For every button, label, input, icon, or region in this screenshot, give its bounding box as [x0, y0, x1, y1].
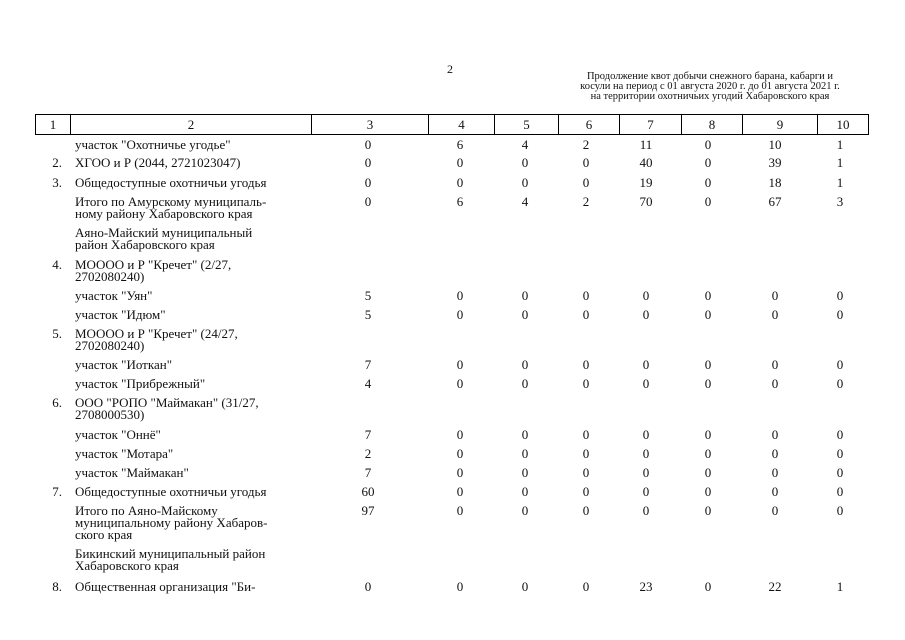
cell: 0 — [456, 175, 464, 190]
cell: 0 — [582, 307, 590, 322]
cell: 0 — [521, 288, 529, 303]
cell: 1 — [836, 175, 844, 190]
cell: 0 — [456, 484, 464, 499]
cell: 0 — [836, 503, 844, 518]
cell: 5 — [364, 288, 372, 303]
row-label-line: Итого по Аяно-Майскому — [75, 503, 218, 518]
cell: 1 — [836, 579, 844, 594]
row-label-line: 2708000530) — [75, 407, 145, 422]
cell: 0 — [836, 307, 844, 322]
cell: 0 — [771, 288, 779, 303]
row-label-line: Итого по Амурскому муниципаль- — [75, 194, 267, 209]
cell: 0 — [771, 484, 779, 499]
cell: 0 — [836, 376, 844, 391]
cell: 0 — [456, 357, 464, 372]
cell: 19 — [639, 175, 653, 190]
cell: 0 — [704, 307, 712, 322]
cell: 0 — [364, 175, 372, 190]
cell: 0 — [521, 484, 529, 499]
row-label-line: Хабаровского края — [75, 558, 179, 573]
row-label: участок "Уян" — [75, 288, 153, 303]
cell: 7 — [364, 465, 372, 480]
cell: 0 — [582, 446, 590, 461]
cell: 39 — [768, 155, 782, 170]
row-label-line: Аяно-Майский муниципальный — [75, 225, 253, 240]
cell: 0 — [642, 503, 650, 518]
cell: 0 — [456, 155, 464, 170]
row-number: 4. — [52, 257, 62, 272]
row-label-line: ООО "РОПО "Маймакан" (31/27, — [75, 395, 259, 410]
cell: 0 — [364, 194, 372, 209]
cell: 0 — [771, 446, 779, 461]
cell: 1 — [836, 137, 844, 152]
cell: 0 — [704, 446, 712, 461]
cell: 0 — [456, 427, 464, 442]
cell: 3 — [836, 194, 844, 209]
cell: 0 — [642, 357, 650, 372]
cell: 0 — [836, 427, 844, 442]
cell: 0 — [364, 579, 372, 594]
cell: 4 — [521, 137, 529, 152]
cell: 0 — [456, 579, 464, 594]
cell: 0 — [521, 155, 529, 170]
cell: 0 — [704, 376, 712, 391]
row-number: 2. — [52, 155, 62, 170]
cell: 0 — [704, 288, 712, 303]
cell: 40 — [639, 155, 653, 170]
row-label: Общедоступные охотничьи угодья — [75, 175, 267, 190]
row-label-line: ского края — [75, 527, 133, 542]
cell: 0 — [836, 357, 844, 372]
header-cell: 6 — [559, 115, 620, 135]
cell: 2 — [582, 194, 590, 209]
cell: 0 — [704, 579, 712, 594]
cell: 0 — [642, 427, 650, 442]
cell: 4 — [521, 194, 529, 209]
cell: 0 — [642, 376, 650, 391]
table-caption — [540, 72, 880, 102]
cell: 0 — [704, 465, 712, 480]
row-number: 8. — [52, 579, 62, 594]
cell: 7 — [364, 357, 372, 372]
cell: 0 — [771, 465, 779, 480]
cell: 0 — [456, 465, 464, 480]
row-label — [75, 227, 320, 251]
header-cell: 1 — [36, 115, 71, 135]
cell: 0 — [364, 155, 372, 170]
header-cell: 8 — [682, 115, 743, 135]
cell: 0 — [582, 484, 590, 499]
caption-line: на территории охотничьих угодий Хабаровского края — [590, 91, 830, 102]
cell: 0 — [521, 376, 529, 391]
cell: 0 — [836, 484, 844, 499]
cell: 0 — [771, 427, 779, 442]
row-label: Общественная организация "Би- — [75, 579, 256, 594]
row-label — [75, 548, 320, 572]
header-cell: 10 — [818, 115, 869, 135]
header-cell: 5 — [495, 115, 559, 135]
cell: 0 — [456, 503, 464, 518]
cell: 0 — [704, 357, 712, 372]
cell: 0 — [771, 307, 779, 322]
cell: 0 — [521, 175, 529, 190]
row-number: 7. — [52, 484, 62, 499]
row-label: участок "Маймакан" — [75, 465, 189, 480]
cell: 2 — [582, 137, 590, 152]
cell: 0 — [582, 376, 590, 391]
cell: 0 — [521, 465, 529, 480]
row-label-line: муниципальному району Хабаров- — [75, 515, 268, 530]
cell: 0 — [456, 376, 464, 391]
header-cell: 9 — [743, 115, 818, 135]
row-label — [75, 328, 320, 352]
page-number: 2 — [447, 62, 453, 76]
row-label: участок "Идюм" — [75, 307, 166, 322]
cell: 23 — [639, 579, 653, 594]
row-label — [75, 505, 320, 541]
cell: 2 — [364, 446, 372, 461]
cell: 5 — [364, 307, 372, 322]
cell: 0 — [456, 446, 464, 461]
row-label — [75, 259, 320, 283]
cell: 0 — [771, 503, 779, 518]
cell: 0 — [582, 288, 590, 303]
row-label-line: МОООО и Р "Кречет" (24/27, — [75, 326, 238, 341]
row-label: участок "Иоткан" — [75, 357, 173, 372]
cell: 0 — [771, 357, 779, 372]
cell: 0 — [582, 357, 590, 372]
header-cell: 7 — [620, 115, 682, 135]
row-label: участок "Оннё" — [75, 427, 161, 442]
cell: 1 — [836, 155, 844, 170]
cell: 67 — [768, 194, 782, 209]
cell: 70 — [639, 194, 653, 209]
cell: 0 — [704, 503, 712, 518]
cell: 7 — [364, 427, 372, 442]
cell: 6 — [456, 194, 464, 209]
cell: 0 — [642, 288, 650, 303]
cell: 6 — [456, 137, 464, 152]
row-label: участок "Мотара" — [75, 446, 174, 461]
cell: 0 — [704, 194, 712, 209]
row-number: 6. — [52, 395, 62, 410]
cell: 0 — [521, 427, 529, 442]
row-label — [75, 196, 320, 220]
caption-line: Продолжение квот добычи снежного барана, кабарги и — [586, 71, 834, 82]
cell: 0 — [642, 446, 650, 461]
cell: 0 — [364, 137, 372, 152]
cell: 0 — [521, 446, 529, 461]
header-cell: 2 — [71, 115, 312, 135]
row-label: ХГОО и Р (2044, 2721023047) — [75, 155, 241, 170]
cell: 0 — [582, 579, 590, 594]
cell: 0 — [704, 427, 712, 442]
row-label: Общедоступные охотничьи угодья — [75, 484, 267, 499]
row-label: участок "Прибрежный" — [75, 376, 206, 391]
cell: 0 — [704, 175, 712, 190]
cell: 0 — [456, 307, 464, 322]
cell: 0 — [836, 288, 844, 303]
cell: 0 — [771, 376, 779, 391]
cell: 0 — [642, 307, 650, 322]
cell: 0 — [521, 503, 529, 518]
cell: 0 — [704, 155, 712, 170]
row-label-line: Бикинский муниципальный район — [75, 546, 266, 561]
column-number-header — [35, 114, 869, 135]
cell: 0 — [582, 465, 590, 480]
row-label — [75, 397, 320, 421]
cell: 0 — [582, 155, 590, 170]
cell: 60 — [361, 484, 375, 499]
row-number: 3. — [52, 175, 62, 190]
row-label: участок "Охотничье угодье" — [75, 137, 231, 152]
row-label-line: район Хабаровского края — [75, 237, 215, 252]
cell: 0 — [704, 484, 712, 499]
cell: 0 — [582, 503, 590, 518]
cell: 22 — [768, 579, 782, 594]
row-number: 5. — [52, 326, 62, 341]
header-cell: 4 — [429, 115, 495, 135]
cell: 10 — [768, 137, 782, 152]
row-label-line: 2702080240) — [75, 269, 145, 284]
cell: 0 — [836, 446, 844, 461]
cell: 0 — [582, 427, 590, 442]
cell: 0 — [456, 288, 464, 303]
cell: 0 — [521, 579, 529, 594]
cell: 0 — [836, 465, 844, 480]
cell: 0 — [521, 307, 529, 322]
cell: 0 — [642, 484, 650, 499]
row-label-line: ному району Хабаровского края — [75, 206, 253, 221]
cell: 97 — [361, 503, 375, 518]
cell: 0 — [582, 175, 590, 190]
caption-line: косули на период с 01 августа 2020 г. до 01 августа 2021 г. — [580, 81, 840, 92]
cell: 0 — [642, 465, 650, 480]
row-label-line: МОООО и Р "Кречет" (2/27, — [75, 257, 232, 272]
cell: 18 — [768, 175, 782, 190]
header-cell: 3 — [312, 115, 429, 135]
cell: 11 — [639, 137, 653, 152]
cell: 0 — [704, 137, 712, 152]
cell: 4 — [364, 376, 372, 391]
cell: 0 — [521, 357, 529, 372]
row-label-line: 2702080240) — [75, 338, 145, 353]
